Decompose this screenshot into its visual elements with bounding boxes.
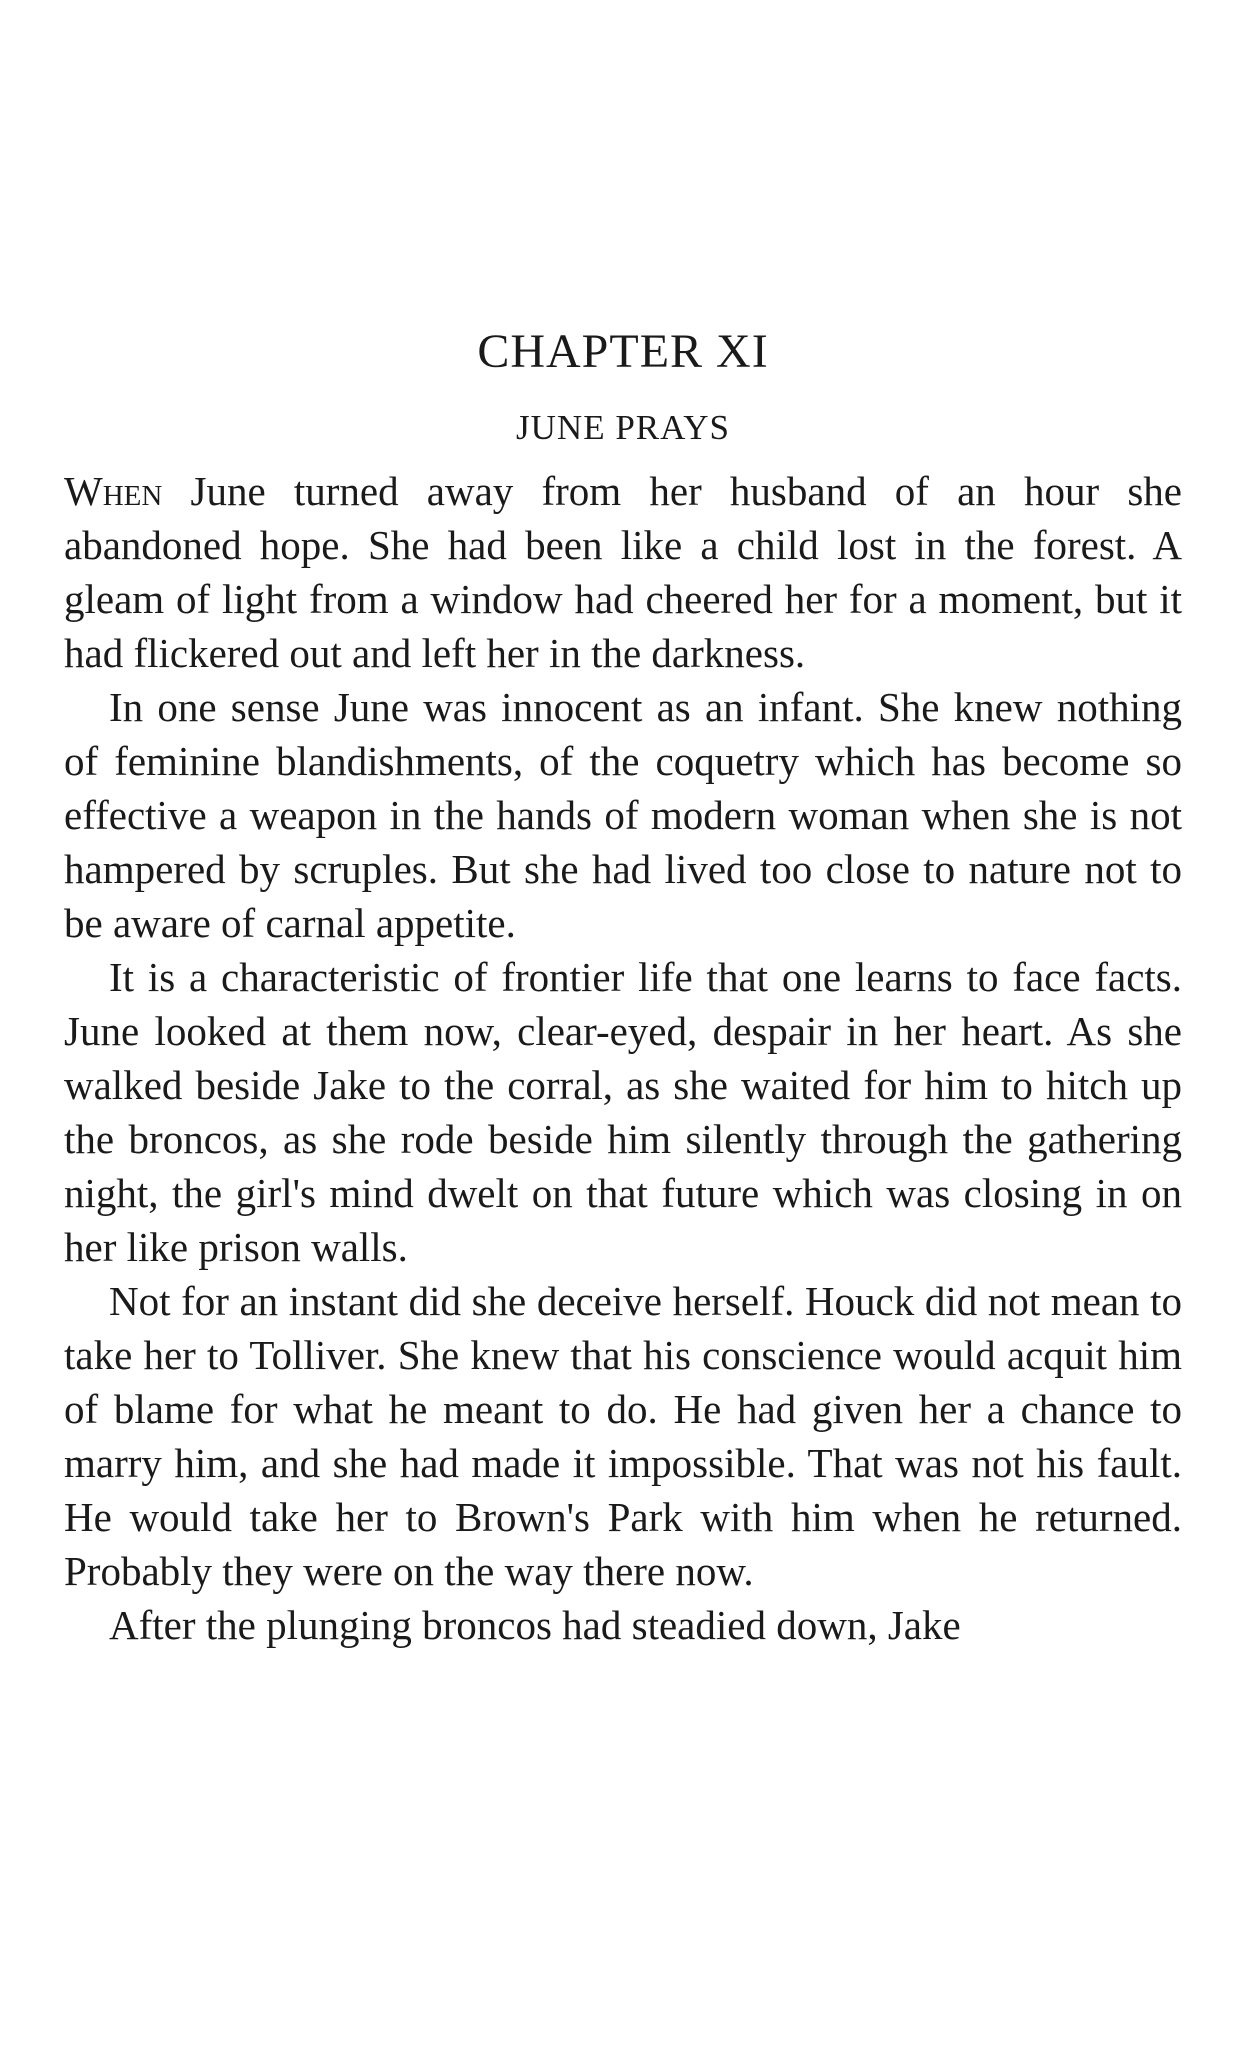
paragraph-4: Not for an instant did she deceive herself. Houck did not mean to take her to Tolliver. She knew that his conscience would acquit him of blame for what he meant to do. He had given her a chance to marry him, and she had made it impossible. That was not his fault. He would take her to Brown's Park with him when he returned. Probably they were on the way there now. xyxy=(64,1278,1182,1594)
book-page xyxy=(64,320,1182,1652)
chapter-title: CHAPTER XI xyxy=(477,325,769,378)
paragraph-3: It is a characteristic of frontier life that one learns to face facts. June looked at them now, clear-eyed, despair in her heart. As she walked beside Jake to the corral, as she waited for him to hitch up the broncos, as she rode beside him silently through the gathering night, the girl's mind dwelt on that future which was closing in on her like prison walls. xyxy=(64,954,1182,1270)
paragraph-text: June turned away from her husband of an hour she abandoned hope. She had been like a child lost in the forest. A gleam of light from a window had cheered her for a moment, but it had flickered out and left her in the darkness. xyxy=(64,468,1182,676)
paragraph-lead-word: When xyxy=(64,468,163,514)
paragraph-2: In one sense June was innocent as an infant. She knew nothing of feminine blandishments, of the coquetry which has become so effective a weapon in the hands of modern woman when she is not hampered by scruples. But she had lived too close to nature not to be aware of carnal appetite. xyxy=(64,684,1182,946)
paragraph-5: After the plunging broncos had steadied down, Jake xyxy=(109,1602,961,1648)
paragraph-1 xyxy=(64,464,1182,680)
chapter-subtitle: JUNE PRAYS xyxy=(516,408,730,447)
